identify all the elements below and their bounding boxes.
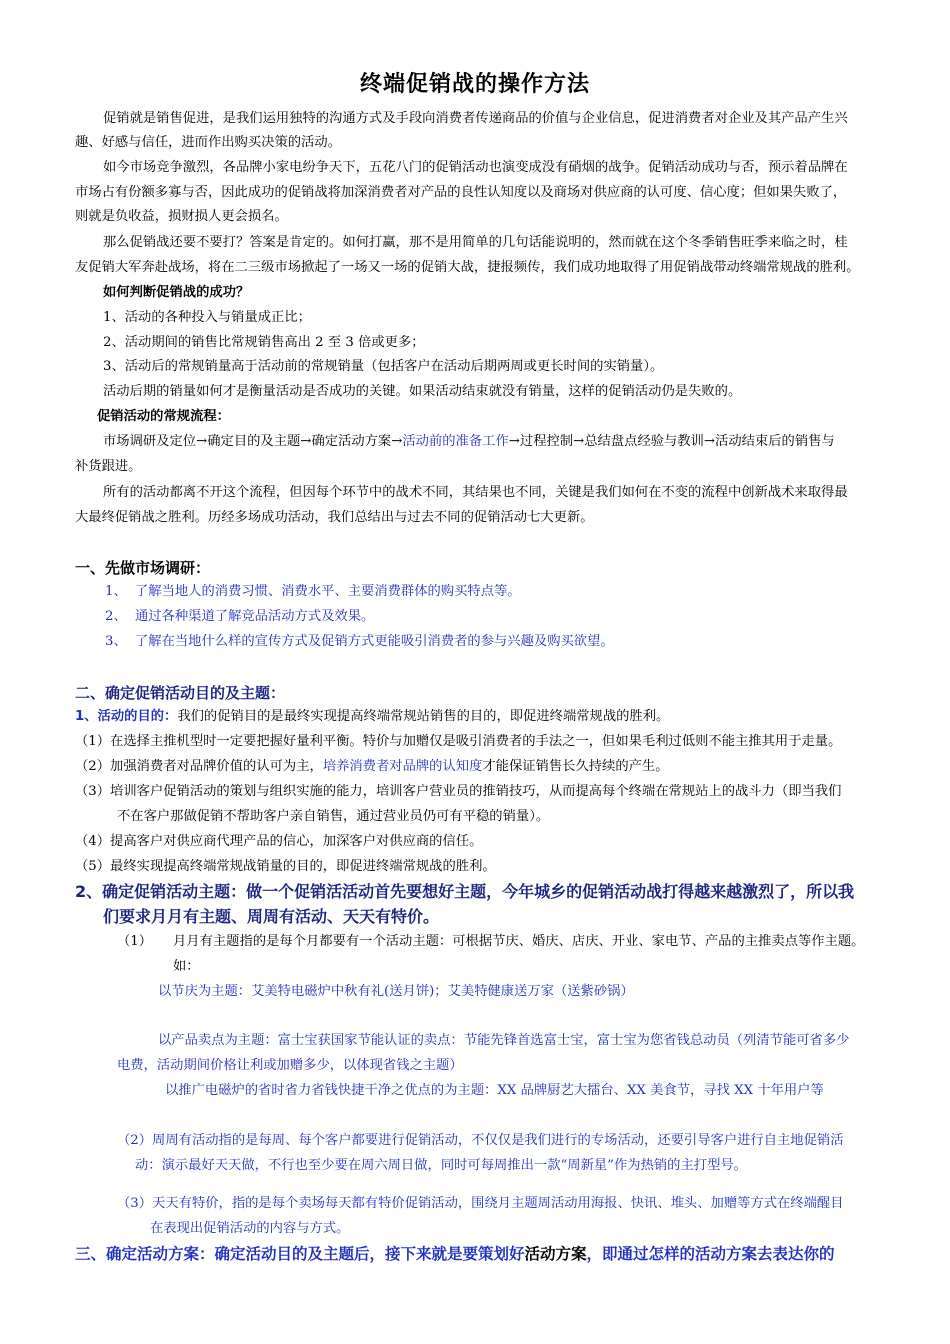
- weekly-line2: 动：演示最好天天做，不行也至少要在周六周日做，同时可每周推出一款“周新星”作为热销的主打型号。: [135, 1158, 747, 1173]
- page-title: 终端促销战的操作方法: [359, 72, 590, 97]
- monthly-example-label: 如：: [173, 959, 200, 974]
- theme-heading-line2: 们要求月月有主题、周周有活动、天天有特价。: [103, 907, 440, 926]
- flow-para-line1: 所有的活动都离不开这个流程，但因每个环节中的战术不同，其结果也不同，关键是我们如何在不变的流程中创新战术来取得最: [103, 485, 848, 500]
- intro-p3-line1: 那么促销战还要不要打？答案是肯定的。如何打赢，那不是用简单的几句话能说明的，然而就在这个冬季销售旺季来临之时，桂: [103, 235, 848, 250]
- daily-line1: （3）天天有特价，指的是每个卖场每天都有特价促销活动，围绕月主题周活动用海报、快讯、堆头、加赠等方式在终端醒目: [117, 1196, 844, 1211]
- purpose-item: （4）提高客户对供应商代理产品的信心，加深客户对供应商的信任。: [75, 834, 483, 849]
- section3-emphasis: 活动方案: [524, 1245, 587, 1263]
- flow-para-line2: 大最终促销战之胜利。历经多场成功活动，我们总结出与过去不同的促销活动七大更新。: [75, 510, 594, 525]
- flow-heading: 促销活动的常规流程：: [97, 409, 230, 424]
- monthly-example: 以节庆为主题：艾美特电磁炉中秋有礼(送月饼)；艾美特健康送万家（送紫砂锅）: [158, 984, 634, 999]
- purpose-text: 才能保证销售长久持续的产生。: [482, 759, 669, 774]
- section3-title: 三、确定活动方案: [75, 1245, 200, 1263]
- weekly-line1: （2）周周有活动指的是每周、每个客户都要进行促销活动，不仅仅是我们进行的专场活动，还要引导客户进行自主地促销活: [117, 1133, 844, 1148]
- section3-text: ，即通过怎样的活动方案去表达你的: [586, 1245, 835, 1263]
- purpose-item: （3）培训客户促销活动的策划与组织实施的能力，培训客户营业员的推销技巧，从而提高每个终端在常规站上的战斗力（即当我们: [75, 784, 842, 799]
- section1-item-num: 3、: [105, 634, 127, 649]
- monthly-example: 以产品卖点为主题：富士宝获国家节能认证的卖点：节能先锋首选富士宝，富士宝为您省钱总动员（列清节能可省多少: [158, 1033, 850, 1048]
- flow-text: 市场调研及定位→确定目的及主题→确定活动方案→: [103, 434, 403, 449]
- section3-heading: [75, 1244, 835, 1264]
- judge-item: 3、活动后的常规销量高于活动前的常规销量（包括客户在活动后期两周或更长时间的实销量）。: [103, 359, 664, 374]
- judge-heading: 如何判断促销战的成功？: [103, 285, 250, 300]
- monthly-example-cont: 电费，活动期间价格让利或加赠多少，以体现省钱之主题）: [117, 1058, 463, 1073]
- section1-heading: 一、先做市场调研：: [75, 559, 211, 577]
- purpose-item: [75, 758, 669, 776]
- intro-p3-line2: 友促销大军奔赴战场，将在二三级市场掀起了一场又一场的促销大战，捷报频传，我们成功地取得了用促销战带动终端常规战的胜利。: [75, 260, 860, 275]
- flow-highlight: 活动前的准备工作: [402, 434, 509, 449]
- judge-item: 2、活动期间的销售比常规销售高出 2 至 3 倍或更多；: [103, 335, 425, 350]
- purpose-highlight: 培养消费者对品牌的认知度: [322, 759, 483, 774]
- section1-item-num: 1、: [105, 584, 127, 599]
- daily-line2: 在表现出促销活动的内容与方式。: [150, 1221, 350, 1236]
- purpose-text: （2）加强消费者对品牌价值的认可为主，: [75, 759, 323, 774]
- section2-heading: 二、确定促销活动目的及主题：: [75, 684, 286, 702]
- purpose-item-cont: 不在客户那做促销不帮助客户亲自销售，通过营业员仍可有平稳的销量）。: [117, 809, 550, 824]
- purpose-item: （5）最终实现提高终端常规战销量的目的，即促进终端常规战的胜利。: [75, 859, 496, 874]
- intro-p2-line1: 如今市场竞争激烈，各品牌小家电纷争天下，五花八门的促销活动也演变成没有硝烟的战争。促销活动成功与否，预示着品牌在: [103, 160, 848, 175]
- purpose-text: 我们的促销目的是最终实现提高终端常规站销售的目的，即促进终端常规战的胜利。: [177, 709, 670, 724]
- intro-p1-line1: 促销就是销售促进，是我们运用独特的沟通方式及手段向消费者传递商品的价值与企业信息，促进消费者对企业及其产品产生兴: [103, 111, 848, 126]
- purpose-item: （1）在选择主推机型时一定要把握好量利平衡。特价与加赠仅是吸引消费者的手法之一，但如果毛利过低则不能主推其用于走量。: [75, 734, 842, 749]
- intro-p2-line3: 则就是负收益，损财损人更会损名。: [75, 209, 288, 224]
- monthly-example: 以推广电磁炉的省时省力省钱快捷干净之优点的为主题：XX 品牌厨艺大擂台、XX 美食节，寻找 XX 十年用户等: [165, 1083, 824, 1098]
- intro-p2-line2: 市场占有份额多寡与否，因此成功的促销战将加深消费者对产品的良性认知度以及商场对供应商的认可度、信心度；但如果失败了，: [75, 185, 847, 200]
- section1-item-text: 了解在当地什么样的宣传方式及促销方式更能吸引消费者的参与兴趣及购买欲望。: [135, 634, 614, 649]
- judge-note: 活动后期的销量如何才是衡量活动是否成功的关键。如果活动结束就没有销量，这样的促销活动仍是失败的。: [103, 384, 742, 399]
- section1-item-num: 2、: [105, 609, 127, 624]
- section3-text: ：确定活动目的及主题后，接下来就是要策划好: [199, 1245, 525, 1263]
- judge-item: 1、活动的各种投入与销量成正比；: [103, 310, 311, 325]
- intro-p1-line2: 趣、好感与信任，进而作出购买决策的活动。: [75, 135, 341, 150]
- purpose-label: 1、活动的目的：: [75, 709, 178, 724]
- monthly-text: 月月有主题指的是每个月都要有一个活动主题：可根据节庆、婚庆、店庆、开业、家电节、产品的主推卖点等作主题。: [173, 934, 865, 949]
- purpose-line: [75, 708, 669, 726]
- monthly-num: （1）: [117, 934, 153, 949]
- section1-item-text: 了解当地人的消费习惯、消费水平、主要消费群体的购买特点等。: [135, 584, 521, 599]
- section1-item-text: 通过各种渠道了解竞品活动方式及效果。: [135, 609, 375, 624]
- flow-text: →过程控制→总结盘点经验与教训→活动结束后的销售与: [508, 434, 835, 449]
- flow-line1: [103, 433, 835, 451]
- theme-heading-line1: 2、确定促销活动主题：做一个促销活活动首先要想好主题，今年城乡的促销活动战打得越来越激烈了，所以我: [75, 882, 855, 901]
- flow-line2: 补货跟进。: [75, 459, 142, 474]
